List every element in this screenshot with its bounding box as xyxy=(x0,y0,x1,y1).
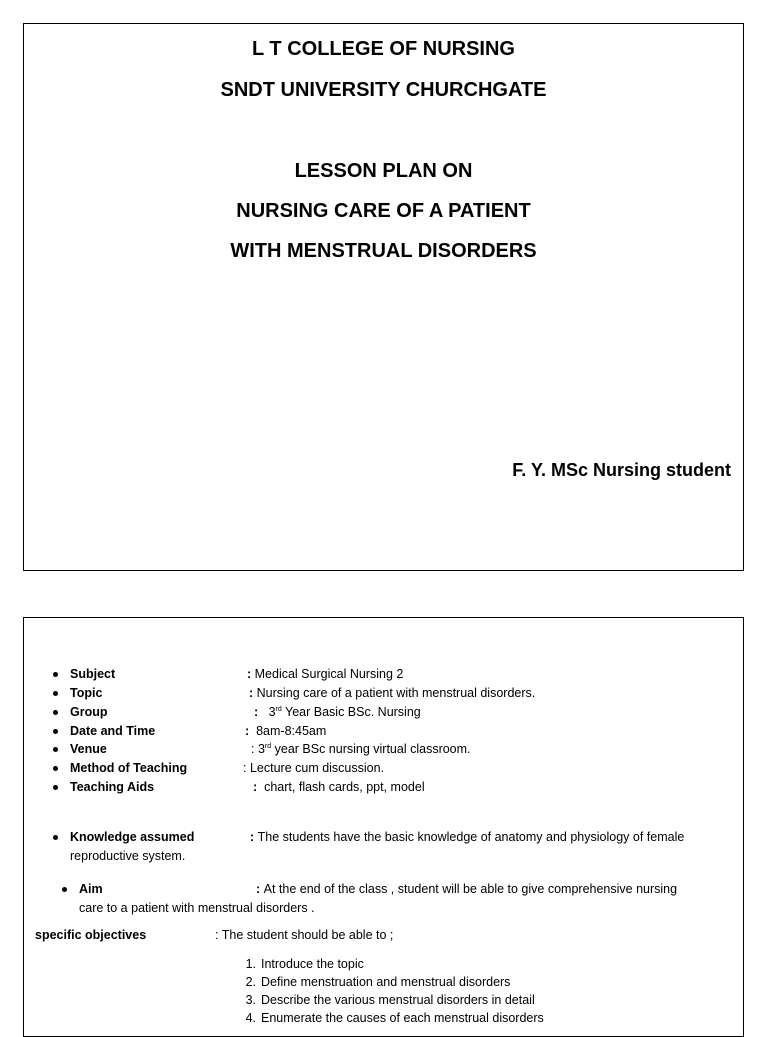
aids-row: Teaching Aids : chart, flash cards, ppt, model xyxy=(24,778,743,796)
lesson-details-page xyxy=(23,617,744,1037)
venue-label: Venue xyxy=(70,742,107,756)
title-page xyxy=(23,23,744,571)
bullet-icon xyxy=(53,835,58,840)
bullet-icon xyxy=(53,710,58,715)
venue-row: Venue : 3rd year BSc nursing virtual classroom. xyxy=(24,740,743,758)
specific-objectives-row: specific objectives : The student should be able to ; xyxy=(35,928,394,942)
knowledge-row: Knowledge assumed : The students have the basic knowledge of anatomy and physiology of female xyxy=(24,828,743,846)
aids-label: Teaching Aids xyxy=(70,780,155,794)
group-value: Year Basic BSc. Nursing xyxy=(281,705,421,719)
subject-value: Medical Surgical Nursing 2 xyxy=(254,667,404,681)
aim-value-line1: At the end of the class , student will be able to give comprehensive nursing xyxy=(263,882,678,896)
university-name: SNDT UNIVERSITY CHURCHGATE xyxy=(220,79,547,101)
topic-label: Topic xyxy=(70,686,103,700)
list-item: 4. Enumerate the causes of each menstrual disorders xyxy=(245,1011,544,1025)
bullet-icon xyxy=(53,747,58,752)
list-item: 1. Introduce the topic xyxy=(245,957,364,971)
aim-value-line2: care to a patient with menstrual disorders . xyxy=(79,901,315,915)
bullet-icon xyxy=(62,887,67,892)
author-line: F. Y. MSc Nursing student xyxy=(512,460,731,480)
aids-value: chart, flash cards, ppt, model xyxy=(264,780,425,794)
date-time-value: 8am-8:45am xyxy=(256,724,327,738)
topic-row: Topic : Nursing care of a patient with menstrual disorders. xyxy=(24,684,743,702)
knowledge-value-line2: reproductive system. xyxy=(70,849,186,863)
method-label: Method of Teaching xyxy=(70,761,188,775)
topic-line-1: NURSING CARE OF A PATIENT xyxy=(236,200,531,222)
knowledge-value-line1: The students have the basic knowledge of anatomy and physiology of female xyxy=(257,830,685,844)
specific-objectives-label: specific objectives xyxy=(35,928,147,942)
aim-label: Aim xyxy=(79,882,103,896)
subject-label: Subject xyxy=(70,667,116,681)
list-item: 2. Define menstruation and menstrual disorders xyxy=(245,975,511,989)
venue-value: year BSc nursing virtual classroom. xyxy=(271,742,471,756)
list-item: 3. Describe the various menstrual disorders in detail xyxy=(245,993,535,1007)
method-value: Lecture cum discussion. xyxy=(249,761,385,775)
bullet-icon xyxy=(53,729,58,734)
date-time-label: Date and Time xyxy=(70,724,156,738)
lesson-heading: LESSON PLAN ON xyxy=(294,160,473,182)
specific-objectives-intro: The student should be able to ; xyxy=(221,928,394,942)
group-label: Group xyxy=(70,705,108,719)
bullet-icon xyxy=(53,766,58,771)
topic-line-2: WITH MENSTRUAL DISORDERS xyxy=(230,240,537,262)
bullet-icon xyxy=(53,785,58,790)
group-row: Group : 3rd Year Basic BSc. Nursing xyxy=(24,703,743,721)
objectives-list xyxy=(235,955,544,1027)
college-name: L T COLLEGE OF NURSING xyxy=(252,38,515,60)
bullet-icon xyxy=(53,691,58,696)
subject-row: Subject : Medical Surgical Nursing 2 xyxy=(24,665,743,683)
method-row: Method of Teaching : Lecture cum discussion. xyxy=(24,759,743,777)
topic-value: Nursing care of a patient with menstrual disorders. xyxy=(256,686,536,700)
aim-row: Aim : At the end of the class , student will be able to give comprehensive nursing xyxy=(24,880,743,898)
knowledge-label: Knowledge assumed xyxy=(70,830,195,844)
date-time-row: Date and Time : 8am-8:45am xyxy=(24,722,743,740)
bullet-icon xyxy=(53,672,58,677)
